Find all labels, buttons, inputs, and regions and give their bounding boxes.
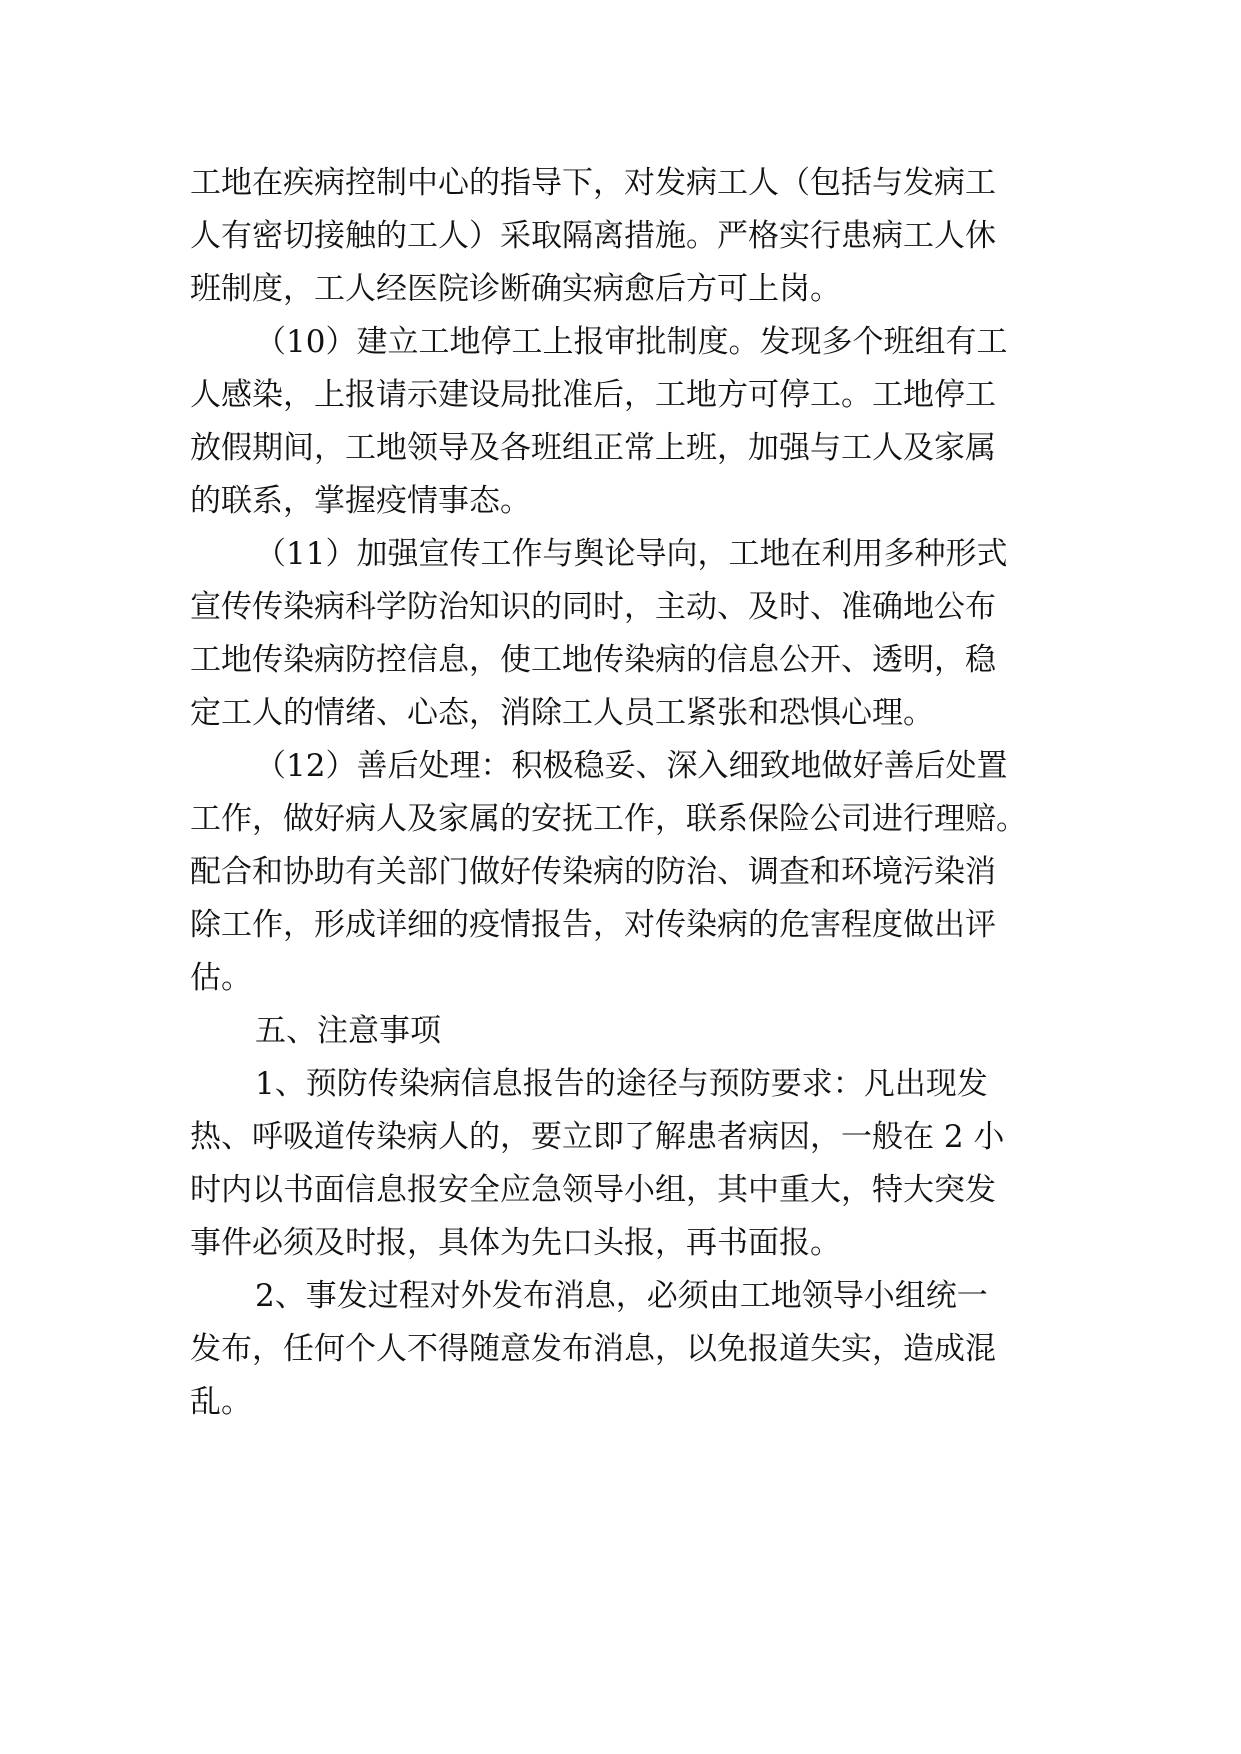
text-line: 人感染，上报请示建设局批准后，工地方可停工。工地停工 [190,377,996,413]
text-line: 除工作，形成详细的疫情报告，对传染病的危害程度做出评 [190,907,996,943]
text-line: 乱。 [190,1384,252,1420]
text-line: 的联系，掌握疫情事态。 [190,483,531,519]
text-line: 工作，做好病人及家属的安抚工作，联系保险公司进行理赔。 [190,801,1027,837]
text-line: （10）建立工地停工上报审批制度。发现多个班组有工 [255,324,1008,360]
text-line: 时内以书面信息报安全应急领导小组，其中重大，特大突发 [190,1172,996,1208]
text-line: 人有密切接触的工人）采取隔离措施。严格实行患病工人休 [190,218,996,254]
text-line: 配合和协助有关部门做好传染病的防治、调查和环境污染消 [190,854,996,890]
text-line: 1、预防传染病信息报告的途径与预防要求：凡出现发 [255,1066,988,1102]
text-line: （12）善后处理：积极稳妥、深入细致地做好善后处置 [255,748,1008,784]
text-line: 放假期间，工地领导及各班组正常上班，加强与工人及家属 [190,430,996,466]
text-line: 热、呼吸道传染病人的，要立即了解患者病因，一般在 2 小 [190,1119,1005,1155]
text-line: 宣传传染病科学防治知识的同时，主动、及时、准确地公布 [190,589,996,625]
text-line: 班制度，工人经医院诊断确实病愈后方可上岗。 [190,271,841,307]
text-line: （11）加强宣传工作与舆论导向，工地在利用多种形式 [255,536,1008,572]
section-heading: 五、注意事项 [255,1013,441,1049]
text-line: 事件必须及时报，具体为先口头报，再书面报。 [190,1225,841,1261]
text-line: 2、事发过程对外发布消息，必须由工地领导小组统一 [255,1278,988,1314]
text-line: 工地在疾病控制中心的指导下，对发病工人（包括与发病工 [190,165,996,201]
text-line: 定工人的情绪、心态，消除工人员工紧张和恐惧心理。 [190,695,934,731]
text-line: 发布，任何个人不得随意发布消息，以免报道失实，造成混 [190,1331,996,1367]
text-line: 工地传染病防控信息，使工地传染病的信息公开、透明，稳 [190,642,996,678]
text-line: 估。 [190,960,252,996]
